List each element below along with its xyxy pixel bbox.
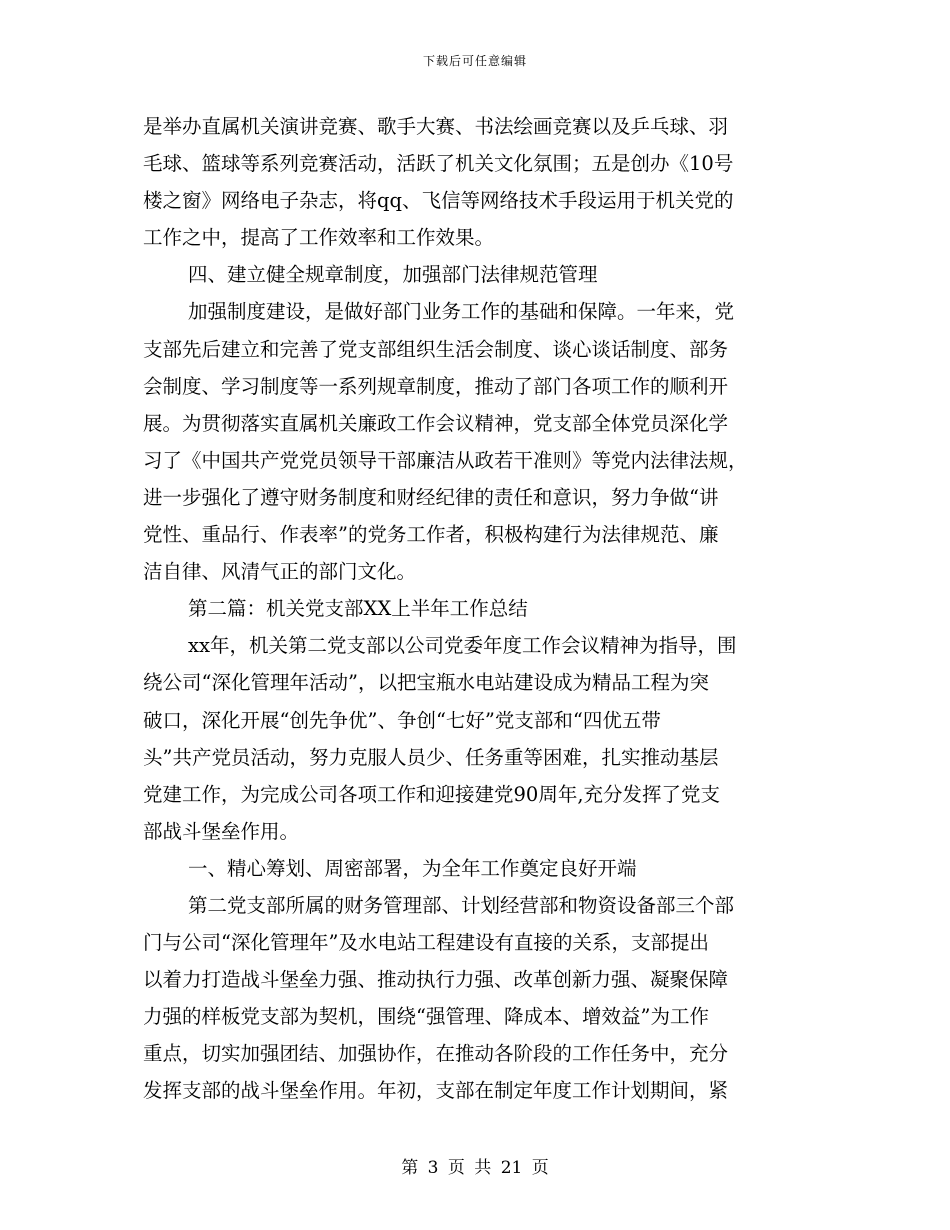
text-line: 第二篇：机关党支部XX上半年工作总结 — [188, 597, 528, 621]
text-line: 发挥支部的战斗堡垒作用。年初，支部在制定年度工作计划期间，紧 — [143, 1079, 729, 1103]
text-line: 绕公司“深化管理年活动”，以把宝瓶水电站建设成为精品工程为突 — [143, 671, 709, 695]
text-line: 以着力打造战斗堡垒力强、推动执行力强、改革创新力强、凝聚保障 — [143, 968, 729, 992]
text-line: 门与公司“深化管理年”及水电站工程建设有直接的关系，支部提出 — [143, 931, 709, 955]
text-line: 习了《中国共产党党员领导干部廉洁从政若干准则》等党内法律法规， — [143, 448, 748, 472]
text-line: 部战斗堡垒作用。 — [143, 819, 300, 843]
text-line: xx年，机关第二党支部以公司党委年度工作会议精神为指导，围 — [188, 634, 737, 658]
text-line: 一、精心筹划、周密部署，为全年工作奠定良好开端 — [188, 856, 637, 880]
document-body — [143, 108, 815, 1110]
text-line: 是举办直属机关演讲竞赛、歌手大赛、书法绘画竞赛以及乒乓球、羽 — [143, 115, 729, 138]
page-number-footer: 第 3 页 共 21 页 — [401, 1158, 549, 1178]
text-line: 党性、重品行、作表率”的党务工作者，积极构建行为法律规范、廉 — [143, 523, 719, 547]
text-line: 洁自律、风清气正的部门文化。 — [143, 560, 417, 584]
text-line: 党建工作，为完成公司各项工作和迎接建党90周年,充分发挥了党支 — [143, 782, 721, 806]
page-header-note: 下载后可任意编辑 — [422, 54, 527, 68]
text-line: 会制度、学习制度等一系列规章制度，推动了部门各项工作的顺利开 — [143, 374, 729, 398]
text-line: 进一步强化了遵守财务制度和财经纪律的责任和意识，努力争做“讲 — [143, 485, 719, 509]
text-line: 头”共产党员活动，努力克服人员少、任务重等困难，扎实推动基层 — [143, 745, 719, 769]
text-line: 楼之窗》网络电子杂志，将qq、飞信等网络技术手段运用于机关党的 — [143, 189, 734, 213]
text-line: 重点，切实加强团结、加强协作，在推动各阶段的工作任务中，充分 — [143, 1042, 729, 1066]
text-line: 工作之中，提高了工作效率和工作效果。 — [143, 226, 495, 250]
text-line: 破口，深化开展“创先争优”、争创“七好”党支部和“四优五带 — [143, 708, 661, 732]
text-line: 四、建立健全规章制度，加强部门法律规范管理 — [188, 263, 598, 287]
text-line: 展。为贯彻落实直属机关廉政工作会议精神，党支部全体党员深化学 — [143, 411, 729, 435]
text-line: 毛球、篮球等系列竞赛活动，活跃了机关文化氛围；五是创办《10号 — [143, 152, 734, 176]
text-line: 加强制度建设，是做好部门业务工作的基础和保障。一年来，党 — [188, 300, 735, 324]
text-line: 支部先后建立和完善了党支部组织生活会制度、谈心谈话制度、部务 — [143, 337, 729, 361]
text-line: 第二党支部所属的财务管理部、计划经营部和物资设备部三个部 — [188, 893, 735, 917]
text-line: 力强的样板党支部为契机，围绕“强管理、降成本、增效益”为工作 — [143, 1005, 709, 1029]
